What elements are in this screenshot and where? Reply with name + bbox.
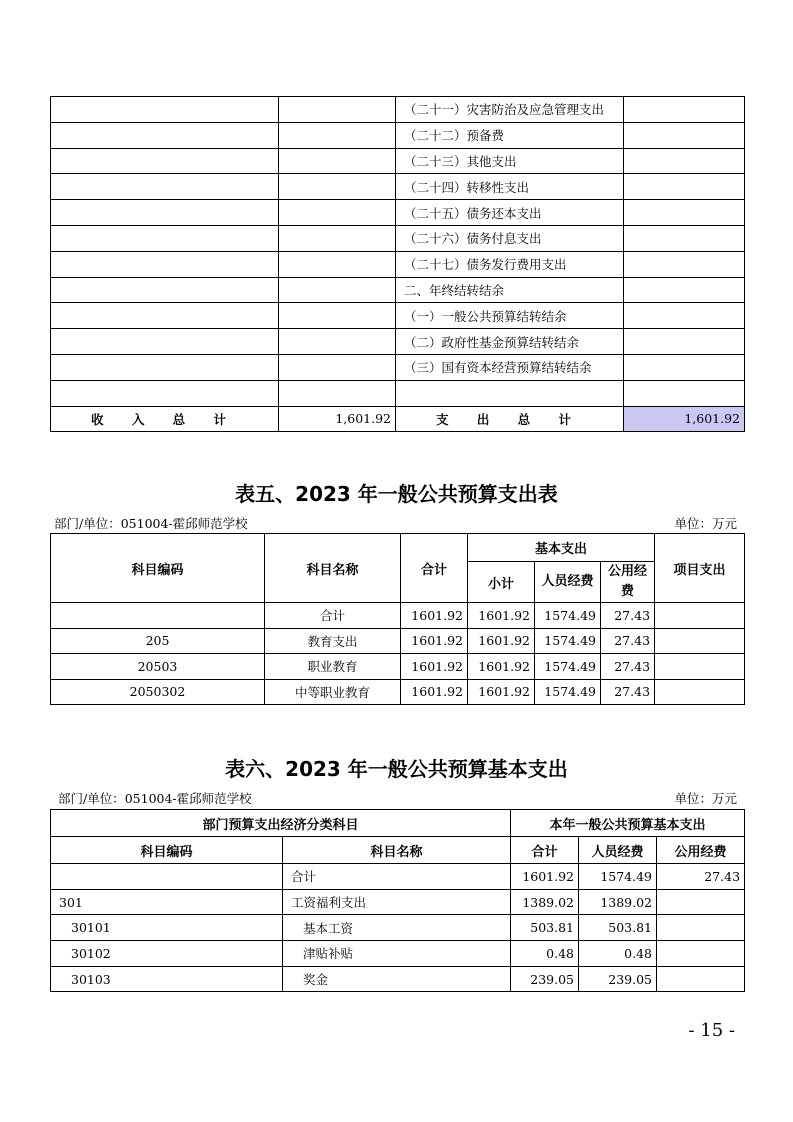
t5-header-basic: 基本支出 <box>468 534 655 562</box>
t6-personnel-cell: 1574.49 <box>579 864 657 890</box>
t6-personnel-cell: 0.48 <box>579 941 657 967</box>
expense-amount-cell <box>624 174 745 200</box>
t6-public-cell <box>657 966 745 992</box>
t5-public-cell: 27.43 <box>601 603 655 629</box>
t6-header-name: 科目名称 <box>283 837 511 864</box>
t5-public-cell: 27.43 <box>601 679 655 705</box>
table-row <box>51 941 745 967</box>
t6-public-cell <box>657 889 745 915</box>
t5-total-cell: 1601.92 <box>401 654 468 680</box>
t6-name-cell: 奖金 <box>283 966 511 992</box>
table-row <box>51 380 745 406</box>
expense-amount-cell <box>624 251 745 277</box>
expense-item-cell <box>396 380 624 406</box>
income-item-cell <box>51 97 279 123</box>
t5-header-total: 合计 <box>401 534 468 603</box>
expense-item-cell: （二十七）债务发行费用支出 <box>396 251 624 277</box>
t5-subtotal-cell: 1601.92 <box>468 603 535 629</box>
income-amount-cell <box>279 148 396 174</box>
expense-amount-cell <box>624 277 745 303</box>
expense-amount-cell <box>624 354 745 380</box>
income-amount-cell <box>279 380 396 406</box>
t6-total-cell: 239.05 <box>511 966 579 992</box>
t5-header-subtotal: 小计 <box>468 562 535 603</box>
table-row <box>51 354 745 380</box>
income-item-cell <box>51 329 279 355</box>
t5-public-cell: 27.43 <box>601 654 655 680</box>
expense-item-cell: （二十六）债务付息支出 <box>396 225 624 251</box>
t6-public-cell: 27.43 <box>657 864 745 890</box>
expense-item-cell: （二十五）债务还本支出 <box>396 200 624 226</box>
income-amount-cell <box>279 354 396 380</box>
t6-personnel-cell: 239.05 <box>579 966 657 992</box>
t5-total-cell: 1601.92 <box>401 679 468 705</box>
t5-total-cell: 1601.92 <box>401 603 468 629</box>
t6-header-group-left: 部门预算支出经济分类科目 <box>51 810 511 837</box>
t6-code-cell: 301 <box>51 889 283 915</box>
expense-amount-cell <box>624 380 745 406</box>
t5-header-name: 科目名称 <box>265 534 401 603</box>
income-total-value: 1,601.92 <box>279 406 396 431</box>
t5-subtotal-cell: 1601.92 <box>468 679 535 705</box>
t5-header-project: 项目支出 <box>655 534 745 603</box>
expense-amount-cell <box>624 329 745 355</box>
income-expense-summary-table <box>50 96 745 432</box>
t6-total-cell: 1601.92 <box>511 864 579 890</box>
general-budget-expenditure-table <box>50 533 745 705</box>
t5-personnel-cell: 1574.49 <box>535 654 601 680</box>
t5-header-personnel: 人员经费 <box>535 562 601 603</box>
t6-public-cell <box>657 941 745 967</box>
income-amount-cell <box>279 277 396 303</box>
table5-dept: 部门/单位：051004-霍邱师范学校 <box>54 516 248 531</box>
t6-code-cell: 30103 <box>51 966 283 992</box>
expense-amount-cell <box>624 225 745 251</box>
t5-public-cell: 27.43 <box>601 628 655 654</box>
income-amount-cell <box>279 97 396 123</box>
t6-header-group-right: 本年一般公共预算基本支出 <box>511 810 745 837</box>
income-item-cell <box>51 354 279 380</box>
table-row <box>51 174 745 200</box>
table-row <box>51 628 745 654</box>
t6-header-personnel: 人员经费 <box>579 837 657 864</box>
t5-total-cell: 1601.92 <box>401 628 468 654</box>
t5-code-cell: 2050302 <box>51 679 265 705</box>
income-amount-cell <box>279 329 396 355</box>
income-item-cell <box>51 200 279 226</box>
expense-total-label: 支 出 总 计 <box>396 406 624 431</box>
t6-name-cell: 津贴补贴 <box>283 941 511 967</box>
table-row <box>51 303 745 329</box>
t6-personnel-cell: 1389.02 <box>579 889 657 915</box>
income-amount-cell <box>279 200 396 226</box>
t5-name-cell: 教育支出 <box>265 628 401 654</box>
expense-item-cell: （一）一般公共预算结转结余 <box>396 303 624 329</box>
income-amount-cell <box>279 251 396 277</box>
t6-total-cell: 0.48 <box>511 941 579 967</box>
t6-header-total: 合计 <box>511 837 579 864</box>
t6-header-public: 公用经费 <box>657 837 745 864</box>
table-row <box>51 122 745 148</box>
expense-item-cell: （二十三）其他支出 <box>396 148 624 174</box>
income-item-cell <box>51 380 279 406</box>
t5-name-cell: 中等职业教育 <box>265 679 401 705</box>
t6-total-cell: 503.81 <box>511 915 579 941</box>
expense-item-cell: （三）国有资本经营预算结转结余 <box>396 354 624 380</box>
t6-public-cell <box>657 915 745 941</box>
income-item-cell <box>51 174 279 200</box>
table-row <box>51 251 745 277</box>
expense-item-cell: （二十二）预备费 <box>396 122 624 148</box>
table5-unit: 单位：万元 <box>674 516 737 531</box>
table6-unit: 单位：万元 <box>674 791 737 806</box>
t6-code-cell: 30101 <box>51 915 283 941</box>
table-row <box>51 148 745 174</box>
expense-amount-cell <box>624 97 745 123</box>
t5-project-cell <box>655 628 745 654</box>
t5-header-code: 科目编码 <box>51 534 265 603</box>
t5-code-cell <box>51 603 265 629</box>
table-row <box>51 97 745 123</box>
expense-item-cell: （二）政府性基金预算结转结余 <box>396 329 624 355</box>
income-total-label: 收 入 总 计 <box>51 406 279 431</box>
income-item-cell <box>51 251 279 277</box>
table-row <box>51 603 745 629</box>
t6-code-cell <box>51 864 283 890</box>
t6-name-cell: 合计 <box>283 864 511 890</box>
t5-personnel-cell: 1574.49 <box>535 628 601 654</box>
expense-total-value: 1,601.92 <box>624 406 745 431</box>
income-amount-cell <box>279 122 396 148</box>
expense-amount-cell <box>624 303 745 329</box>
income-item-cell <box>51 225 279 251</box>
t6-personnel-cell: 503.81 <box>579 915 657 941</box>
t6-code-cell: 30102 <box>51 941 283 967</box>
expense-item-cell: 二、年终结转结余 <box>396 277 624 303</box>
income-item-cell <box>51 148 279 174</box>
income-item-cell <box>51 303 279 329</box>
t5-header-public: 公用经费 <box>601 562 655 603</box>
t5-code-cell: 20503 <box>51 654 265 680</box>
t5-name-cell: 职业教育 <box>265 654 401 680</box>
t6-name-cell: 基本工资 <box>283 915 511 941</box>
t5-project-cell <box>655 654 745 680</box>
expense-item-cell: （二十四）转移性支出 <box>396 174 624 200</box>
table-row <box>51 654 745 680</box>
table-row <box>51 329 745 355</box>
t5-personnel-cell: 1574.49 <box>535 603 601 629</box>
total-row <box>51 406 745 431</box>
table-row <box>51 225 745 251</box>
t6-header-code: 科目编码 <box>51 837 283 864</box>
t5-code-cell: 205 <box>51 628 265 654</box>
page-number: - 15 - <box>688 1020 735 1041</box>
table-row <box>51 966 745 992</box>
table6-title: 表六、2023 年一般公共预算基本支出 <box>225 757 568 781</box>
general-budget-basic-expenditure-table <box>50 809 745 992</box>
income-amount-cell <box>279 174 396 200</box>
expense-amount-cell <box>624 200 745 226</box>
t5-project-cell <box>655 679 745 705</box>
table-row <box>51 200 745 226</box>
table-row <box>51 679 745 705</box>
t5-subtotal-cell: 1601.92 <box>468 628 535 654</box>
expense-item-cell: （二十一）灾害防治及应急管理支出 <box>396 97 624 123</box>
income-item-cell <box>51 122 279 148</box>
table5-title: 表五、2023 年一般公共预算支出表 <box>235 482 558 506</box>
expense-amount-cell <box>624 122 745 148</box>
income-amount-cell <box>279 225 396 251</box>
income-amount-cell <box>279 303 396 329</box>
t5-personnel-cell: 1574.49 <box>535 679 601 705</box>
table-row <box>51 864 745 890</box>
table-row <box>51 915 745 941</box>
expense-amount-cell <box>624 148 745 174</box>
t5-subtotal-cell: 1601.92 <box>468 654 535 680</box>
table-row <box>51 889 745 915</box>
income-item-cell <box>51 277 279 303</box>
table-row <box>51 277 745 303</box>
t6-total-cell: 1389.02 <box>511 889 579 915</box>
t6-name-cell: 工资福利支出 <box>283 889 511 915</box>
t5-name-cell: 合计 <box>265 603 401 629</box>
t5-project-cell <box>655 603 745 629</box>
table6-dept: 部门/单位：051004-霍邱师范学校 <box>58 791 252 806</box>
